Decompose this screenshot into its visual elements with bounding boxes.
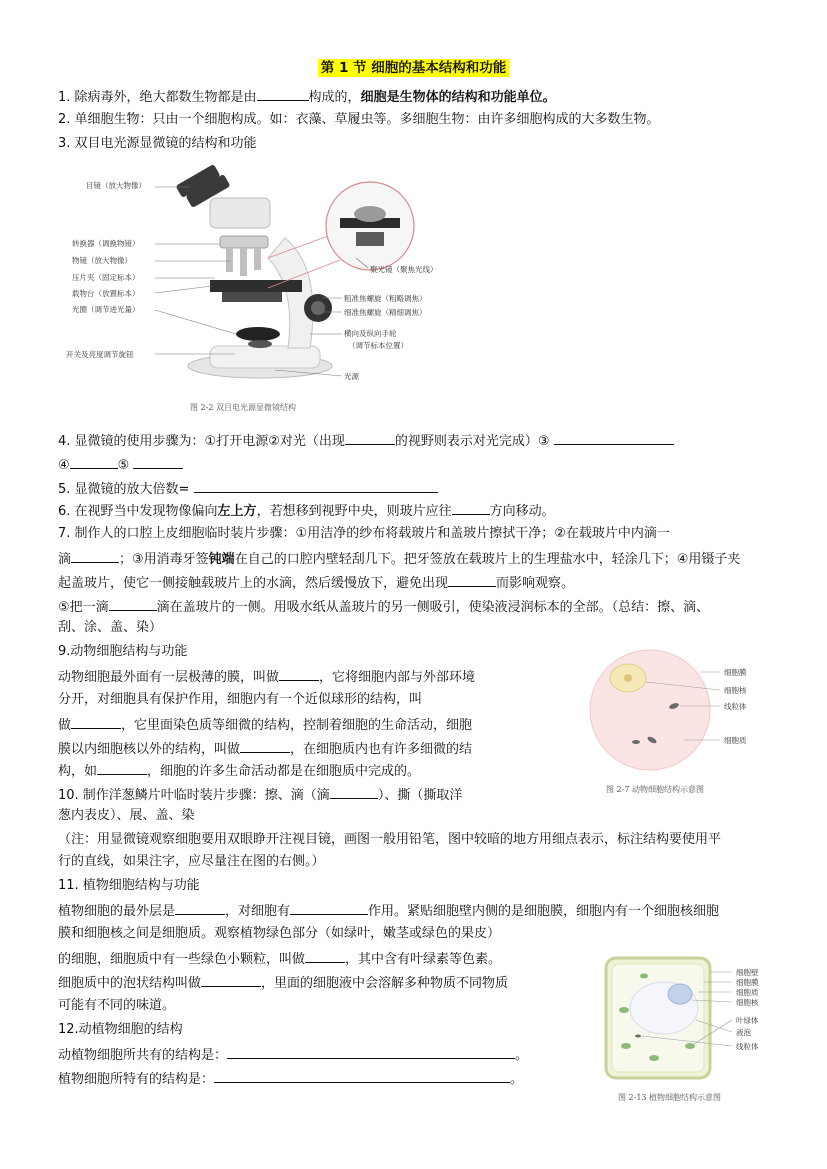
blank[interactable] <box>214 1068 510 1083</box>
plant-cell-caption: 图 2-13 植物细胞结构示意图 <box>618 1093 722 1102</box>
label-nucleus: 细胞核 <box>724 686 747 695</box>
animal-cell-figure <box>588 642 788 802</box>
question-9-line-4: 膜以内细胞核以外的结构，叫做 ，在细胞质内也有许多细微的结 <box>58 738 472 760</box>
question-2: 2. 单细胞生物：只由一个细胞构成。如：衣藻、草履虫等。多细胞生物：由许多细胞构成的大多数生物。 <box>58 112 660 127</box>
label-diaphragm: 光圈（调节进光量） <box>72 305 140 314</box>
question-11-heading: 11. 植物细胞结构与功能 <box>58 878 200 893</box>
label-eyepiece: 目镜（放大物像） <box>86 181 146 190</box>
blank[interactable] <box>448 572 496 587</box>
label-stage-knob: 横向及纵向手轮 <box>344 329 397 338</box>
question-12-plant-only: 植物细胞所特有的结构是： 。 <box>58 1068 523 1090</box>
label-objective: 物镜（放大物像） <box>72 256 132 265</box>
label-coarse-focus: 粗准焦螺旋（粗略调焦） <box>344 294 427 303</box>
question-11-line-3: 的细胞，细胞质中有一些绿色小颗粒，叫做 ，其中含有叶绿素等色素。 <box>58 948 501 970</box>
blank[interactable] <box>240 738 290 753</box>
label-fine-focus: 细准焦螺旋（精细调焦） <box>344 308 427 317</box>
question-4: 4. 显微镜的使用步骤为：①打开电源②对光（出现 的视野则表示对光完成）③ <box>58 430 674 452</box>
blank[interactable] <box>97 760 147 775</box>
label-stage-knob-note: （调节标本位置） <box>348 341 408 350</box>
question-10-note-2: 行的直线，如果注字，应尽量注在图的右侧。） <box>58 854 325 869</box>
blank[interactable] <box>201 972 261 987</box>
plant-cell-illustration <box>598 950 798 1110</box>
question-12-heading: 12.动植物细胞的结构 <box>58 1022 183 1037</box>
blank[interactable] <box>71 548 119 563</box>
question-9-line-2: 分开，对细胞具有保护作用，细胞内有一个近似球形的结构，叫 <box>58 692 423 707</box>
blank[interactable] <box>279 666 319 681</box>
blank[interactable] <box>330 784 378 799</box>
question-7-line-3: 起盖玻片，使它一侧接触载玻片上的水滴，然后缓慢放下，避免出现 而影响观察。 <box>58 572 574 594</box>
blank[interactable] <box>227 1044 515 1059</box>
label-cytoplasm: 细胞质 <box>724 736 747 745</box>
label-switch: 开关及亮度调节旋钮 <box>66 350 134 359</box>
question-1: 1. 除病毒外，绝大都数生物都是由 构成的，细胞是生物体的结构和功能单位。 <box>58 86 556 108</box>
question-12-common: 动植物细胞所共有的结构是： 。 <box>58 1044 528 1066</box>
question-9-line-1: 动物细胞最外面有一层极薄的膜，叫做 ，它将细胞内部与外部环境 <box>58 666 475 688</box>
plant-cell-figure <box>598 950 798 1110</box>
question-9-heading: 9.动物细胞结构与功能 <box>58 644 188 659</box>
label-mitochondria: 线粒体 <box>736 1042 759 1051</box>
question-10-note-1: （注：用显微镜观察细胞要用双眼睁开注视目镜，画图一般用铅笔，图中较暗的地方用细点表示，标注结构要使用平 <box>58 832 722 847</box>
question-7-line-4: ⑤把一滴 滴在盖玻片的一侧。用吸水纸从盖玻片的另一侧吸引，使染液浸润标本的全部。（总结：擦、滴、 <box>58 596 709 618</box>
question-10-line-1: 10. 制作洋葱鳞片叶临时装片步骤：擦、滴（滴 ）、撕（撕取洋 <box>58 784 462 806</box>
label-cell-membrane: 细胞膜 <box>736 978 759 987</box>
blank[interactable] <box>194 478 438 493</box>
question-10-line-2: 葱内表皮）、展、盖、染 <box>58 808 195 823</box>
microscope-caption: 图 2-2 双目电光源显微镜结构 <box>190 403 296 412</box>
animal-cell-illustration <box>588 642 788 802</box>
blank[interactable] <box>257 86 309 101</box>
label-chloroplast: 叶绿体 <box>736 1016 759 1025</box>
question-11-line-2: 膜和细胞核之间是细胞质。观察植物绿色部分（如绿叶，嫩茎或绿色的果皮） <box>58 926 501 941</box>
blank[interactable] <box>452 500 490 515</box>
microscope-figure <box>60 158 438 418</box>
label-cytoplasm: 细胞质 <box>736 988 759 997</box>
label-clip: 压片夹（固定标本） <box>72 273 140 282</box>
blank[interactable] <box>175 900 225 915</box>
question-5: 5. 显微镜的放大倍数= <box>58 478 438 500</box>
question-9-line-5: 构，如 ，细胞的许多生命活动都是在细胞质中完成的。 <box>58 760 420 782</box>
question-11-line-4: 细胞质中的泡状结构叫做 ，里面的细胞液中会溶解多种物质不同物质 <box>58 972 508 994</box>
label-cell-membrane: 细胞膜 <box>724 668 747 677</box>
question-11-line-5: 可能有不同的味道。 <box>58 998 176 1013</box>
blank[interactable] <box>133 454 183 469</box>
blank[interactable] <box>109 596 157 611</box>
question-6: 6. 在视野当中发现物像偏向左上方，若想移到视野中央，则玻片应往 方向移动。 <box>58 500 555 522</box>
question-9-line-3: 做 ，它里面染色质等细微的结构，控制着细胞的生命活动，细胞 <box>58 714 472 736</box>
question-3: 3. 双目电光源显微镜的结构和功能 <box>58 136 257 151</box>
label-nucleus: 细胞核 <box>736 998 759 1007</box>
blank[interactable] <box>71 714 121 729</box>
question-4-cont: ④ ⑤ <box>58 454 183 476</box>
label-mitochondria: 线粒体 <box>724 702 747 711</box>
label-revolver: 转换器（调换物镜） <box>72 239 140 248</box>
label-stage: 载物台（放置标本） <box>72 289 140 298</box>
blank[interactable] <box>345 430 395 445</box>
question-7-line-2: 滴 ；③用消毒牙签钝端在自己的口腔内壁轻刮几下。把牙签放在载玻片上的生理盐水中，轻涂几下；④用镊子夹 <box>58 548 740 570</box>
label-cell-wall: 细胞壁 <box>736 968 759 977</box>
page-title: 第 1 节 细胞的基本结构和功能 <box>0 58 827 79</box>
blank[interactable] <box>305 948 345 963</box>
question-7-line-1: 7. 制作人的口腔上皮细胞临时装片步骤：①用洁净的纱布将载玻片和盖玻片擦拭干净；②在载玻片中内滴一 <box>58 526 670 541</box>
blank[interactable] <box>290 900 368 915</box>
question-11-line-1: 植物细胞的最外层是 ，对细胞有 作用。紧贴细胞壁内侧的是细胞膜，细胞内有一个细胞核细胞 <box>58 900 719 922</box>
label-condenser: 聚光镜（聚焦光线） <box>370 265 438 274</box>
label-vacuole: 液泡 <box>736 1028 751 1037</box>
animal-cell-caption: 图 2-7 动物细胞结构示意图 <box>606 785 704 794</box>
blank[interactable] <box>554 430 674 445</box>
label-light-source: 光源 <box>344 372 359 381</box>
question-7-line-5: 刮、涂、盖、染） <box>58 620 163 635</box>
blank[interactable] <box>70 454 118 469</box>
